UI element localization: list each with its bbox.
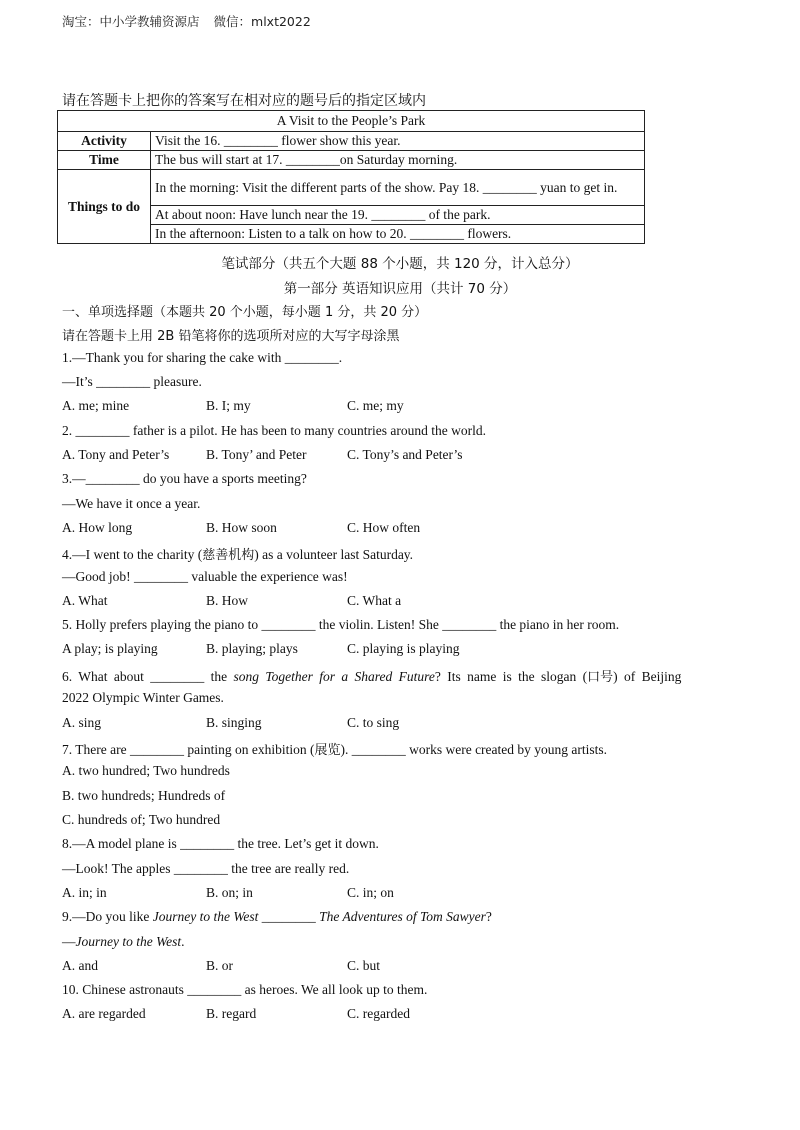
q7-option-c: C. hundreds of; Two hundred	[62, 812, 221, 827]
noon-cell: At about noon: Have lunch near the 19. ________ of the park.	[151, 206, 645, 225]
notes-title: A Visit to the People’s Park	[58, 111, 645, 132]
q5-option-c: C. playing is playing	[347, 641, 460, 656]
q3-option-b: B. How soon	[206, 520, 277, 535]
q8-line1: 8.—A model plane is ________ the tree. Let’s get it down.	[62, 836, 379, 851]
q4-option-c: C. What a	[347, 593, 402, 608]
q2-line1: 2. ________ father is a pilot. He has been to many countries around the world.	[62, 423, 487, 438]
q9-line1-c: ?	[485, 909, 492, 924]
q9-line2-b: .	[181, 934, 185, 949]
q6-option-a: A. sing	[62, 715, 102, 730]
time-cell: The bus will start at 17. ________on Saturday morning.	[151, 151, 645, 170]
q10-option-b: B. regard	[206, 1006, 257, 1021]
q2-option-b: B. Tony’ and Peter	[206, 447, 307, 462]
q10-line1: 10. Chinese astronauts ________ as heroes. We all look up to them.	[62, 982, 428, 997]
q3-line1: 3.—________ do you have a sports meeting?	[62, 471, 307, 486]
q8-option-c: C. in; on	[347, 885, 394, 900]
q3-option-c: C. How often	[347, 520, 421, 535]
q9-line2-a: —	[62, 934, 76, 949]
section-note: 请在答题卡上用 2B 铅笔将你的选项所对应的大写字母涂黑	[62, 329, 400, 344]
q9-line1	[62, 909, 492, 925]
q2-option-a: A. Tony and Peter’s	[62, 447, 170, 462]
q6-line1-italic: song Together for a Shared Future	[233, 669, 435, 684]
q6-line1-c: ) of Beijing	[613, 669, 682, 684]
section-part1: 第一部分 英语知识应用（共计 70 分）	[283, 281, 517, 297]
q6-line2: 2022 Olympic Winter Games.	[62, 690, 224, 705]
q3-option-a: A. How long	[62, 520, 133, 535]
section-written: 笔试部分（共五个大题 88 个小题，共 120 分，计入总分）	[221, 256, 579, 272]
q5-option-a: A play; is playing	[62, 641, 158, 656]
q5-line1: 5. Holly prefers playing the piano to ________ the violin. Listen! She ________ the piano in her room.	[62, 617, 620, 632]
q9-option-b: B. or	[206, 958, 233, 973]
q1-option-a: A. me; mine	[62, 398, 130, 413]
q7-line1-b: ). ________ works were created by young artists.	[340, 742, 608, 757]
q10-option-a: A. are regarded	[62, 1006, 146, 1021]
q8-option-b: B. on; in	[206, 885, 253, 900]
q6-line1	[62, 666, 681, 685]
morning-cell: In the morning: Visit the different parts of the show. Pay 18. ________ yuan to get in.	[151, 170, 645, 206]
q9-line1-italic1: Journey to the West	[152, 909, 259, 924]
q1-line1: 1.—Thank you for sharing the cake with ________.	[62, 350, 343, 365]
q4-line1-cn: 慈善机构	[202, 548, 255, 563]
q6-line1-b: ? Its name is the slogan (	[434, 669, 588, 684]
q4-line2: —Good job! ________ valuable the experience was!	[62, 569, 348, 584]
q7-option-b: B. two hundreds; Hundreds of	[62, 788, 226, 803]
q7-line1-cn: 展览	[314, 743, 341, 758]
q4-line1-b: ) as a volunteer last Saturday.	[254, 547, 414, 562]
q2-option-c: C. Tony’s and Peter’s	[347, 447, 463, 462]
q6-option-b: B. singing	[206, 715, 262, 730]
activity-cell: Visit the 16. ________ flower show this year.	[151, 132, 645, 151]
q8-option-a: A. in; in	[62, 885, 107, 900]
q6-line1-cn: 口号	[587, 670, 614, 685]
q9-line2-italic: Journey to the West	[75, 934, 182, 949]
wechat-label: 微信：mlxt2022	[213, 14, 311, 29]
q1-line2: —It’s ________ pleasure.	[62, 374, 202, 389]
q9-line1-b: ________	[258, 909, 320, 924]
activity-label: Activity	[58, 132, 151, 151]
q5-option-b: B. playing; plays	[206, 641, 298, 656]
q6-line1-a: 6. What about ________ the	[62, 669, 234, 684]
section-single: 一、单项选择题（本题共 20 个小题，每小题 1 分，共 20 分）	[62, 305, 428, 320]
q6-option-c: C. to sing	[347, 715, 400, 730]
q10-option-c: C. regarded	[347, 1006, 410, 1021]
q1-option-b: B. I; my	[206, 398, 251, 413]
q9-line1-a: 9.—Do you like	[62, 909, 153, 924]
q3-line2: —We have it once a year.	[62, 496, 201, 511]
q8-line2: —Look! The apples ________ the tree are really red.	[62, 861, 350, 876]
q9-option-c: C. but	[347, 958, 381, 973]
q7-line1	[62, 739, 607, 758]
time-label: Time	[58, 151, 151, 170]
notes-table	[57, 110, 645, 244]
afternoon-cell: In the afternoon: Listen to a talk on how to 20. ________ flowers.	[151, 225, 645, 244]
shop-label: 淘宝：中小学教辅资源店	[62, 14, 200, 29]
todo-label: Things to do	[58, 170, 151, 244]
page-header	[62, 12, 311, 30]
q9-line2	[62, 934, 184, 950]
answer-instruction: 请在答题卡上把你的答案写在相对应的题号后的指定区域内	[62, 93, 426, 109]
q1-option-c: C. me; my	[347, 398, 404, 413]
q4-option-b: B. How	[206, 593, 249, 608]
q7-line1-a: 7. There are ________ painting on exhibition (	[62, 742, 315, 757]
q4-option-a: A. What	[62, 593, 108, 608]
q9-option-a: A. and	[62, 958, 98, 973]
q7-option-a: A. two hundred; Two hundreds	[62, 763, 230, 778]
q4-line1-a: 4.—I went to the charity (	[62, 547, 203, 562]
q9-line1-italic2: The Adventures of Tom Sawyer	[319, 909, 486, 924]
q4-line1	[62, 544, 413, 563]
